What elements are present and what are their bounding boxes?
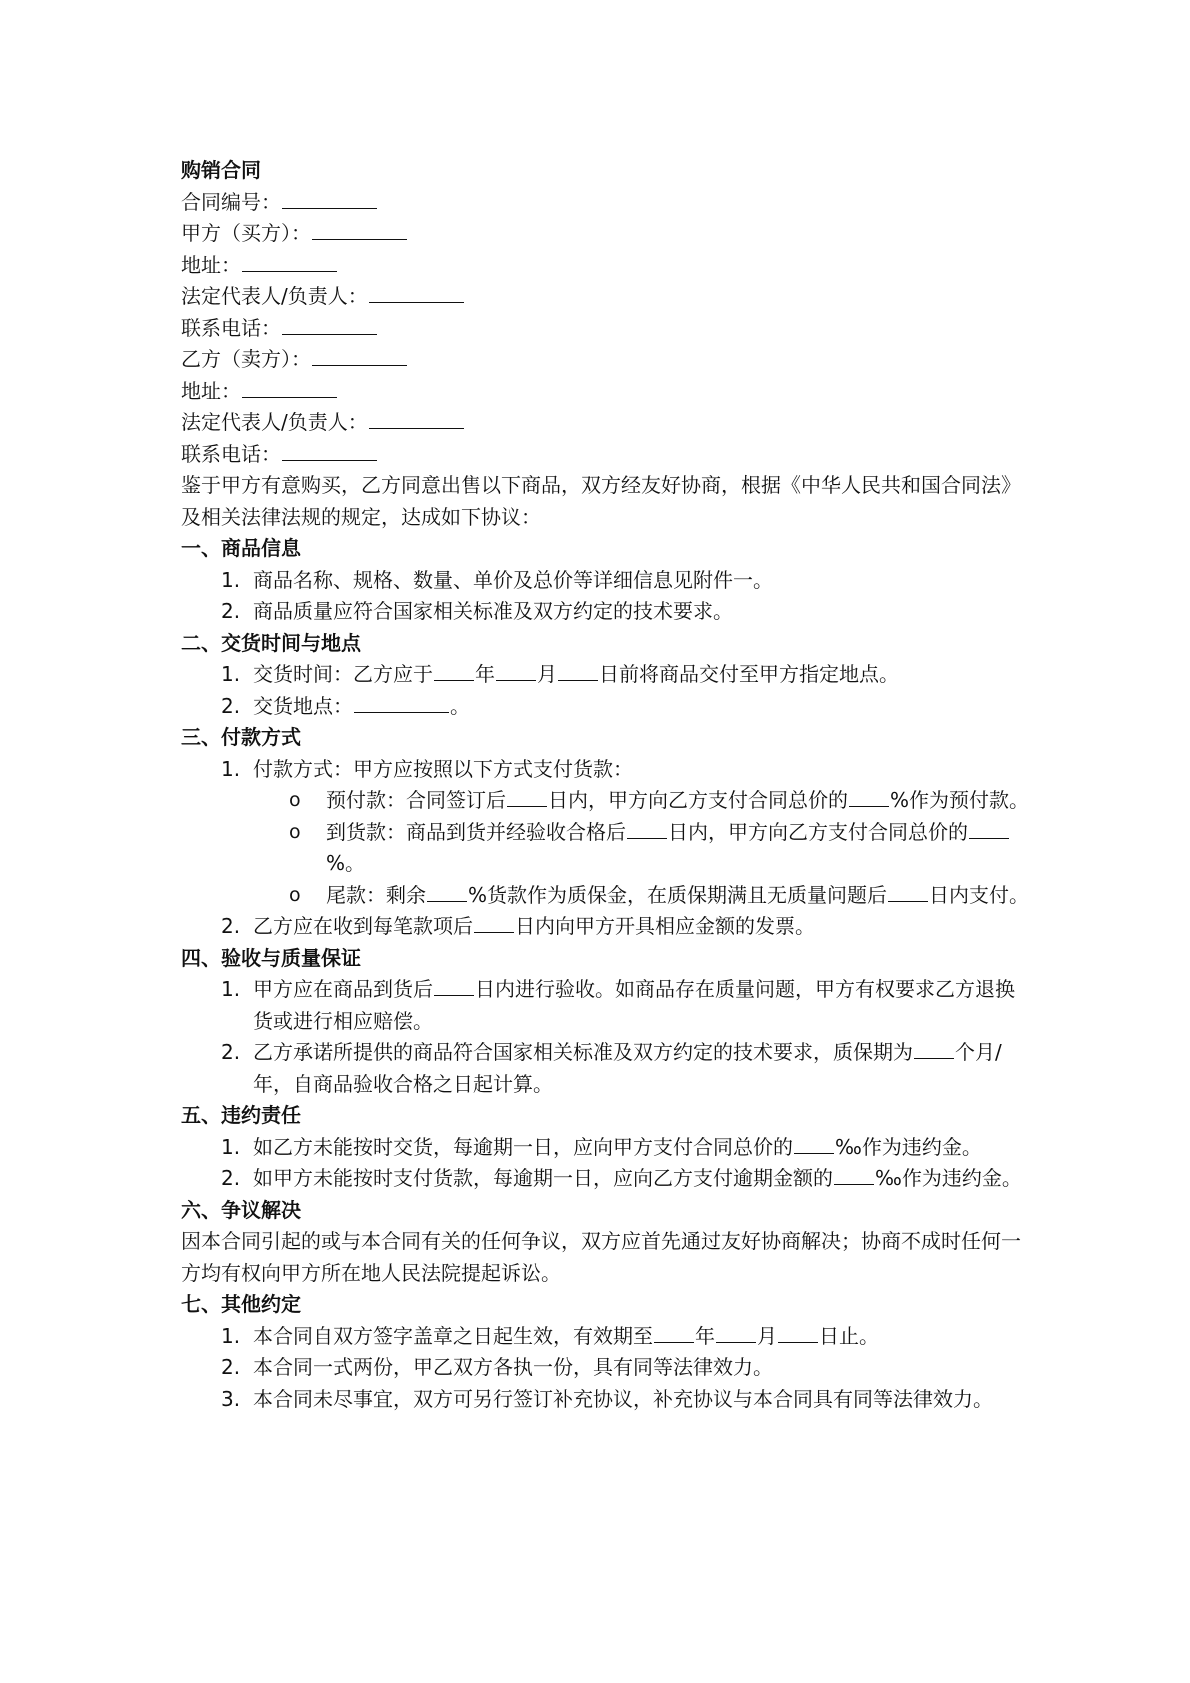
blank — [369, 408, 464, 429]
blank — [888, 881, 928, 902]
list-number: 1. — [221, 1134, 241, 1159]
blank — [496, 660, 536, 681]
section-heading-disputes: 六、争议解决 — [181, 1197, 301, 1222]
blank — [312, 345, 407, 366]
blank — [969, 818, 1009, 839]
list-item: 2. 商品质量应符合国家相关标准及双方约定的技术要求。 — [181, 596, 1031, 628]
blank — [507, 786, 547, 807]
field-party-b-address: 地址： — [181, 376, 1031, 408]
sub-list-item: o 尾款：剩余 %货款作为质保金，在质保期满且无质量问题后 日内支付。 — [181, 880, 1031, 912]
list-number: 1. — [221, 756, 241, 781]
list-item: 1. 甲方应在商品到货后 日内进行验收。如商品存在质量问题，甲方有权要求乙方退换货或进行相应赔偿。 — [181, 974, 1031, 1037]
list-number: 1. — [221, 1323, 241, 1348]
field-party-a-phone: 联系电话： — [181, 313, 1031, 345]
list-number: 2. — [221, 1166, 241, 1190]
section-heading-goods: 一、商品信息 — [181, 536, 301, 560]
field-party-b-phone: 联系电话： — [181, 439, 1031, 471]
blank — [654, 1322, 694, 1343]
blank — [627, 818, 667, 839]
blank — [242, 377, 337, 398]
blank — [354, 692, 449, 713]
section-heading-payment: 三、付款方式 — [181, 725, 301, 749]
contract-page — [181, 155, 1031, 1415]
section-heading-other: 七、其他约定 — [181, 1292, 301, 1316]
document-title: 购销合同 — [181, 158, 261, 182]
sub-list-item: o 预付款：合同签订后 日内，甲方向乙方支付合同总价的 %作为预付款。 — [181, 785, 1031, 817]
section-heading-delivery: 二、交货时间与地点 — [181, 630, 361, 655]
blank — [312, 219, 407, 240]
bullet-icon: o — [289, 820, 301, 843]
blank — [716, 1322, 756, 1343]
list-number: 1. — [221, 567, 241, 592]
section-heading-acceptance: 四、验收与质量保证 — [181, 945, 361, 970]
list-number: 2. — [221, 693, 241, 718]
list-item: 1. 如乙方未能按时交货，每逾期一日，应向甲方支付合同总价的 ‰作为违约金。 — [181, 1132, 1031, 1164]
field-party-b-representative: 法定代表人/负责人： — [181, 407, 1031, 439]
blank — [282, 440, 377, 461]
list-item: 1. 本合同自双方签字盖章之日起生效，有效期至 年 月 日止。 — [181, 1321, 1031, 1353]
bullet-icon: o — [289, 789, 301, 811]
bullet-icon: o — [289, 883, 301, 906]
blank — [794, 1133, 834, 1154]
list-item: 2. 本合同一式两份，甲乙双方各执一份，具有同等法律效力。 — [181, 1352, 1031, 1384]
sub-list-item: o 到货款：商品到货并经验收合格后 日内，甲方向乙方支付合同总价的%。 — [181, 817, 1031, 880]
blank — [474, 912, 514, 933]
blank — [914, 1038, 954, 1059]
list-item: 1. 付款方式：甲方应按照以下方式支付货款： — [181, 754, 1031, 786]
list-number: 2. — [221, 914, 241, 938]
blank — [282, 314, 377, 335]
blank — [242, 251, 337, 272]
list-item: 2. 乙方承诺所提供的商品符合国家相关标准及双方约定的技术要求，质保期为 个月/年，自商品验收合格之日起计算。 — [181, 1037, 1031, 1100]
blank — [282, 188, 377, 209]
disputes-paragraph: 因本合同引起的或与本合同有关的任何争议，双方应首先通过友好协商解决；协商不成时任何一方均有权向甲方所在地人民法院提起诉讼。 — [181, 1229, 1021, 1285]
list-item: 1. 交货时间：乙方应于 年 月 日前将商品交付至甲方指定地点。 — [181, 659, 1031, 691]
blank — [427, 881, 467, 902]
list-item: 2. 乙方应在收到每笔款项后 日内向甲方开具相应金额的发票。 — [181, 911, 1031, 943]
list-number: 2. — [221, 1355, 241, 1379]
list-number: 2. — [221, 599, 241, 623]
list-item: 3. 本合同未尽事宜，双方可另行签订补充协议，补充协议与本合同具有同等法律效力。 — [181, 1384, 1031, 1416]
list-number: 3. — [221, 1386, 241, 1411]
blank — [434, 975, 474, 996]
list-number: 1. — [221, 977, 241, 1001]
list-item: 2. 交货地点： 。 — [181, 691, 1031, 723]
list-number: 1. — [221, 662, 241, 686]
intro-paragraph: 鉴于甲方有意购买，乙方同意出售以下商品，双方经友好协商，根据《中华人民共和国合同法》及相关法律法规的规定，达成如下协议： — [181, 473, 1021, 529]
list-item: 2. 如甲方未能按时支付货款，每逾期一日，应向乙方支付逾期金额的 ‰作为违约金。 — [181, 1163, 1031, 1195]
field-party-a-representative: 法定代表人/负责人： — [181, 281, 1031, 313]
blank — [369, 282, 464, 303]
field-party-b: 乙方（卖方）： — [181, 344, 1031, 376]
blank — [849, 786, 889, 807]
blank — [778, 1322, 818, 1343]
blank — [834, 1164, 874, 1185]
field-party-a: 甲方（买方）： — [181, 218, 1031, 250]
list-item: 1. 商品名称、规格、数量、单价及总价等详细信息见附件一。 — [181, 565, 1031, 597]
section-heading-liability: 五、违约责任 — [181, 1103, 301, 1127]
field-contract-number: 合同编号： — [181, 187, 1031, 219]
list-number: 2. — [221, 1040, 241, 1064]
blank — [558, 660, 598, 681]
blank — [434, 660, 474, 681]
field-party-a-address: 地址： — [181, 250, 1031, 282]
